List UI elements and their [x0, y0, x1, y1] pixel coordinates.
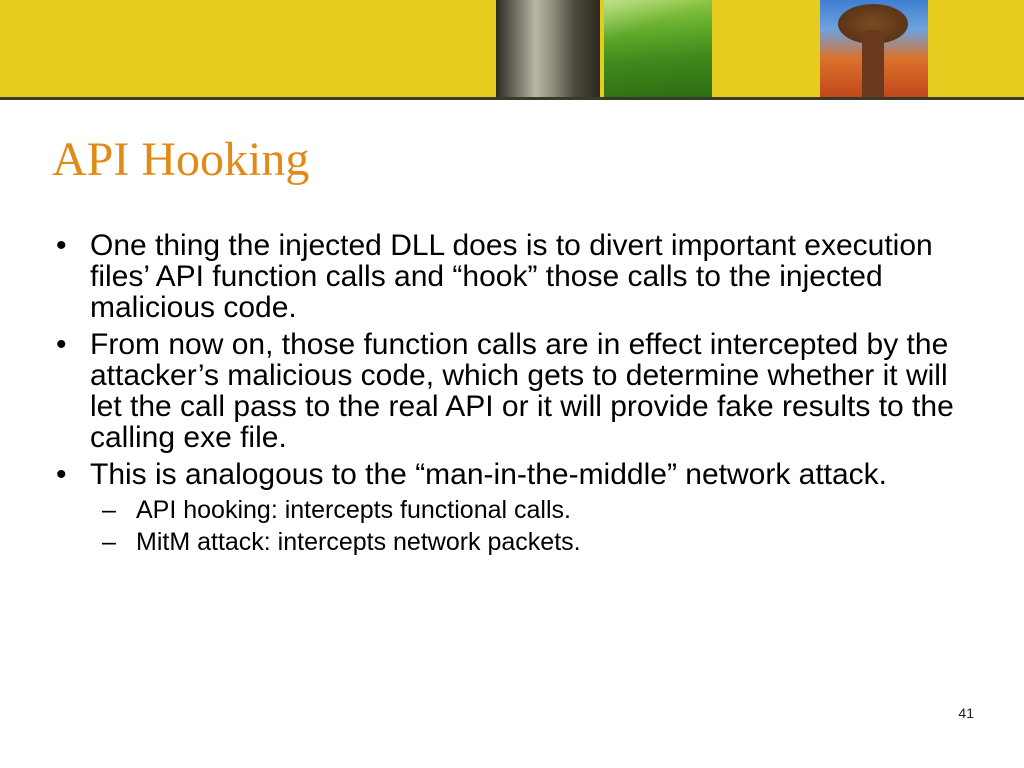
sub-bullet-text: API hooking: intercepts functional calls.: [136, 496, 571, 524]
bullet-marker: •: [56, 328, 67, 361]
header-divider: [0, 97, 1024, 100]
slide-title: API Hooking: [52, 133, 310, 186]
bullet-item: [52, 459, 982, 558]
bullet-item: [52, 230, 982, 323]
bullet-marker: •: [56, 458, 67, 491]
sub-bullet-list: [90, 494, 982, 558]
sub-bullet-item: [90, 526, 982, 558]
bullet-text: From now on, those function calls are in effect intercepted by the attacker’s malicious code, which gets to determine whether it will let the call pass to the real API or it will provide fake results to the calling exe file.: [90, 328, 954, 454]
bullet-list: [52, 230, 982, 564]
sub-bullet-text: MitM attack: intercepts network packets.: [136, 528, 581, 556]
sub-bullet-item: [90, 494, 982, 526]
dash-marker: –: [102, 528, 116, 556]
curtain-photo: [496, 0, 600, 98]
tree-trunk-shape: [862, 30, 884, 98]
bullet-marker: •: [56, 229, 67, 262]
green-field-photo: [604, 0, 712, 98]
bullet-text: One thing the injected DLL does is to divert important execution files’ API function calls and “hook” those calls to the injected malicious code.: [90, 229, 933, 324]
dash-marker: –: [102, 496, 116, 524]
page-number: 41: [958, 705, 974, 721]
bullet-text: This is analogous to the “man-in-the-middle” network attack.: [90, 458, 888, 491]
bullet-item: [52, 329, 982, 453]
